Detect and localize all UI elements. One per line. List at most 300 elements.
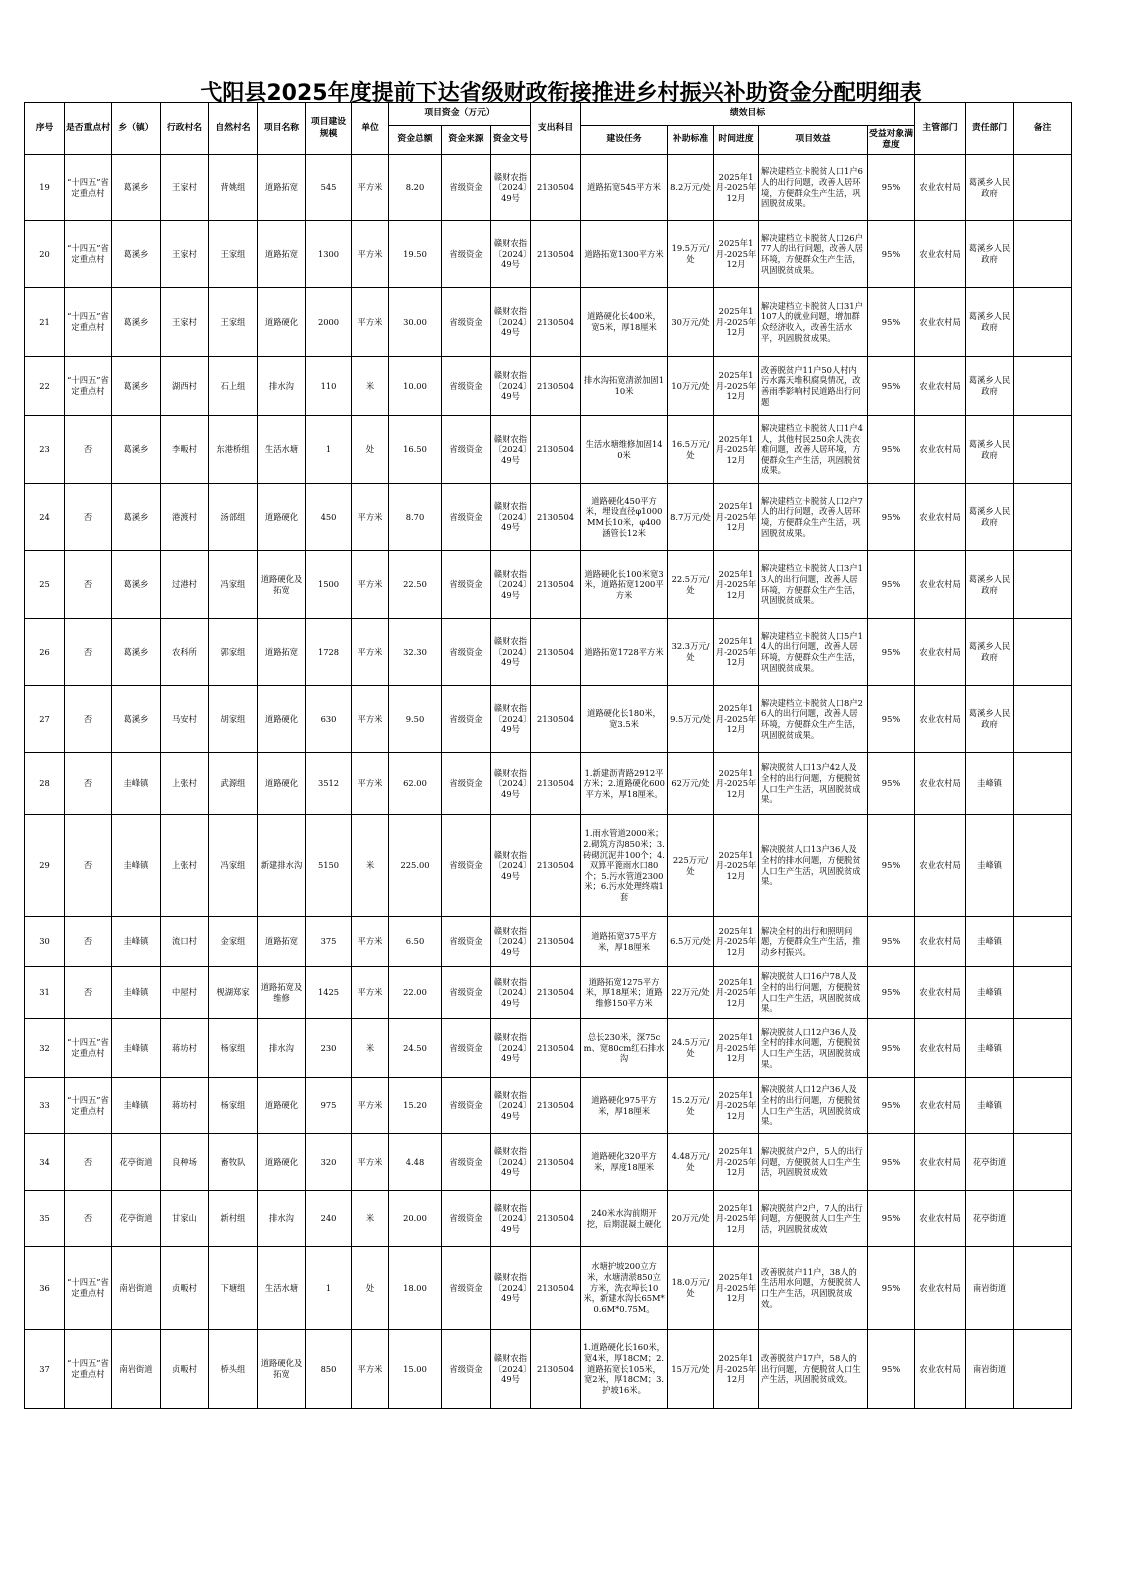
cell-project-name: 道路硬化 (258, 753, 306, 815)
cell-task: 道路硬化长180米，宽3.5米 (581, 686, 668, 753)
cell-funds-source: 省级资金 (442, 1191, 491, 1247)
cell-subject: 2130504 (531, 288, 581, 357)
cell-admin-village: 过港村 (161, 551, 209, 619)
header-township: 乡（镇） (112, 103, 161, 155)
cell-dept: 农业农村局 (915, 1078, 966, 1134)
cell-key-village: “十四五”省定重点村 (65, 155, 112, 221)
cell-satisfaction: 95% (868, 484, 915, 551)
cell-funds-total: 9.50 (389, 686, 442, 753)
cell-subsidy: 22万元/处 (668, 967, 714, 1019)
cell-project-name: 道路拓宽 (258, 619, 306, 686)
cell-funds-source: 省级资金 (442, 967, 491, 1019)
cell-satisfaction: 95% (868, 1134, 915, 1191)
table-body (25, 155, 1072, 1409)
cell-schedule: 2025年1月-2025年12月 (714, 551, 759, 619)
cell-subsidy: 15万元/处 (668, 1330, 714, 1409)
cell-key-village: 否 (65, 1134, 112, 1191)
cell-benefit: 解决脱贫人口16户78人及全村的出行问题，方便脱贫人口生产生活，巩固脱贫成果。 (759, 967, 868, 1019)
cell-township: 葛溪乡 (112, 288, 161, 357)
cell-funds-source: 省级资金 (442, 1078, 491, 1134)
cell-schedule: 2025年1月-2025年12月 (714, 619, 759, 686)
cell-subsidy: 20万元/处 (668, 1191, 714, 1247)
cell-seq: 33 (25, 1078, 65, 1134)
cell-admin-village: 流口村 (161, 917, 209, 967)
cell-scale: 850 (306, 1330, 352, 1409)
header-dept: 主管部门 (915, 103, 966, 155)
table-row (25, 155, 1072, 221)
cell-funds-total: 15.20 (389, 1078, 442, 1134)
cell-unit: 平方米 (352, 155, 389, 221)
cell-funds-doc: 赣财农指〔2024〕49号 (491, 917, 531, 967)
cell-township: 葛溪乡 (112, 484, 161, 551)
cell-funds-source: 省级资金 (442, 357, 491, 416)
cell-funds-total: 8.20 (389, 155, 442, 221)
cell-unit: 米 (352, 1019, 389, 1078)
cell-schedule: 2025年1月-2025年12月 (714, 1330, 759, 1409)
cell-resp: 圭峰镇 (966, 967, 1014, 1019)
cell-subsidy: 225万元/处 (668, 815, 714, 917)
header-resp: 责任部门 (966, 103, 1014, 155)
cell-benefit: 解决脱贫人口13户42人及全村的出行问题，方便脱贫人口生产生活，巩固脱贫成果。 (759, 753, 868, 815)
cell-task: 道路硬化450平方米，埋设直径φ1000MM长10米，φ400涵管长12米 (581, 484, 668, 551)
cell-seq: 31 (25, 967, 65, 1019)
cell-dept: 农业农村局 (915, 155, 966, 221)
cell-benefit: 解决脱贫人口12户36人及全村的出行问题，方便脱贫人口生产生活，巩固脱贫成果。 (759, 1078, 868, 1134)
header-unit: 单位 (352, 103, 389, 155)
cell-resp: 花亭街道 (966, 1191, 1014, 1247)
cell-benefit: 解决建档立卡脱贫人口8户26人的出行问题，改善人居环境，方便群众生产生活，巩固脱贫成果。 (759, 686, 868, 753)
cell-project-name: 新建排水沟 (258, 815, 306, 917)
cell-remark (1014, 1247, 1072, 1330)
cell-subsidy: 18.0万元/处 (668, 1247, 714, 1330)
cell-township: 圭峰镇 (112, 753, 161, 815)
cell-funds-doc: 赣财农指〔2024〕49号 (491, 155, 531, 221)
cell-unit: 米 (352, 357, 389, 416)
cell-subject: 2130504 (531, 967, 581, 1019)
cell-task: 道路拓宽545平方米 (581, 155, 668, 221)
cell-admin-village: 中屋村 (161, 967, 209, 1019)
cell-subject: 2130504 (531, 815, 581, 917)
cell-remark (1014, 288, 1072, 357)
cell-remark (1014, 155, 1072, 221)
cell-project-name: 道路拓宽 (258, 917, 306, 967)
cell-subject: 2130504 (531, 1078, 581, 1134)
cell-scale: 2000 (306, 288, 352, 357)
cell-subject: 2130504 (531, 1134, 581, 1191)
header-subsidy: 补助标准 (668, 126, 714, 155)
page-title: 弋阳县2025年度提前下达省级财政衔接推进乡村振兴补助资金分配明细表 (200, 81, 922, 106)
cell-task: 1.雨水管道2000米；2.砌筑方沟850米；3.砖砌沉泥井100个；4.双算平篦雨水口80个；5.污水管道2300米；6.污水处理终端1套 (581, 815, 668, 917)
cell-township: 南岩街道 (112, 1247, 161, 1330)
cell-township: 葛溪乡 (112, 221, 161, 288)
cell-natural-village: 金家组 (209, 917, 258, 967)
cell-project-name: 道路硬化及拓宽 (258, 551, 306, 619)
cell-dept: 农业农村局 (915, 967, 966, 1019)
cell-funds-source: 省级资金 (442, 753, 491, 815)
cell-unit: 平方米 (352, 1134, 389, 1191)
cell-funds-doc: 赣财农指〔2024〕49号 (491, 416, 531, 484)
cell-funds-total: 15.00 (389, 1330, 442, 1409)
cell-scale: 1728 (306, 619, 352, 686)
cell-funds-source: 省级资金 (442, 619, 491, 686)
cell-task: 1.新建沥青路2912平方米；2.道路硬化600平方米，厚18厘米。 (581, 753, 668, 815)
cell-funds-total: 62.00 (389, 753, 442, 815)
cell-schedule: 2025年1月-2025年12月 (714, 484, 759, 551)
cell-natural-village: 胡家组 (209, 686, 258, 753)
cell-funds-total: 4.48 (389, 1134, 442, 1191)
cell-township: 圭峰镇 (112, 967, 161, 1019)
cell-township: 圭峰镇 (112, 1019, 161, 1078)
cell-dept: 农业农村局 (915, 815, 966, 917)
cell-scale: 5150 (306, 815, 352, 917)
cell-seq: 27 (25, 686, 65, 753)
cell-seq: 24 (25, 484, 65, 551)
cell-key-village: 否 (65, 416, 112, 484)
cell-remark (1014, 1134, 1072, 1191)
cell-subsidy: 19.5万元/处 (668, 221, 714, 288)
cell-seq: 29 (25, 815, 65, 917)
cell-subsidy: 9.5万元/处 (668, 686, 714, 753)
cell-schedule: 2025年1月-2025年12月 (714, 815, 759, 917)
cell-remark (1014, 686, 1072, 753)
table-row (25, 416, 1072, 484)
cell-dept: 农业农村局 (915, 288, 966, 357)
cell-benefit: 解决建档立卡脱贫人口3户13人的出行问题，改善人居环境，方便群众生产生活，巩固脱贫成果。 (759, 551, 868, 619)
cell-key-village: “十四五”省定重点村 (65, 221, 112, 288)
cell-resp: 葛溪乡人民政府 (966, 357, 1014, 416)
cell-funds-source: 省级资金 (442, 416, 491, 484)
cell-scale: 110 (306, 357, 352, 416)
cell-project-name: 道路拓宽及维修 (258, 967, 306, 1019)
cell-admin-village: 蒋坊村 (161, 1019, 209, 1078)
table-row (25, 815, 1072, 917)
table-row (25, 1078, 1072, 1134)
cell-unit: 平方米 (352, 686, 389, 753)
cell-subject: 2130504 (531, 686, 581, 753)
cell-admin-village: 良种场 (161, 1134, 209, 1191)
cell-seq: 36 (25, 1247, 65, 1330)
cell-remark (1014, 1330, 1072, 1409)
cell-satisfaction: 95% (868, 288, 915, 357)
cell-subject: 2130504 (531, 416, 581, 484)
cell-scale: 545 (306, 155, 352, 221)
header-funds-group: 项目资金（万元） (389, 103, 531, 126)
cell-funds-doc: 赣财农指〔2024〕49号 (491, 1019, 531, 1078)
cell-unit: 平方米 (352, 619, 389, 686)
header-subject: 支出科目 (531, 103, 581, 155)
cell-resp: 圭峰镇 (966, 753, 1014, 815)
cell-remark (1014, 1078, 1072, 1134)
cell-satisfaction: 95% (868, 917, 915, 967)
cell-task: 道路硬化975平方米，厚18厘米 (581, 1078, 668, 1134)
table-row (25, 288, 1072, 357)
cell-funds-source: 省级资金 (442, 1134, 491, 1191)
cell-remark (1014, 917, 1072, 967)
cell-satisfaction: 95% (868, 221, 915, 288)
cell-funds-source: 省级资金 (442, 686, 491, 753)
cell-subject: 2130504 (531, 753, 581, 815)
cell-scale: 1 (306, 416, 352, 484)
cell-subsidy: 8.7万元/处 (668, 484, 714, 551)
cell-unit: 平方米 (352, 1078, 389, 1134)
cell-remark (1014, 753, 1072, 815)
cell-funds-doc: 赣财农指〔2024〕49号 (491, 967, 531, 1019)
cell-project-name: 生活水塘 (258, 416, 306, 484)
cell-subject: 2130504 (531, 1019, 581, 1078)
cell-natural-village: 冯家组 (209, 815, 258, 917)
cell-task: 道路拓宽1728平方米 (581, 619, 668, 686)
cell-task: 道路硬化320平方米，厚度18厘米 (581, 1134, 668, 1191)
cell-admin-village: 贞畈村 (161, 1330, 209, 1409)
cell-benefit: 改善脱贫户11户，38人的生活用水问题，方便脱贫人口生产生活，巩固脱贫成效。 (759, 1247, 868, 1330)
cell-natural-village: 东港桥组 (209, 416, 258, 484)
table-row (25, 1330, 1072, 1409)
cell-key-village: “十四五”省定重点村 (65, 1330, 112, 1409)
cell-benefit: 解决建档立卡脱贫人口2户7人的出行问题，改善人居环境，方便群众生产生活，巩固脱贫成果。 (759, 484, 868, 551)
cell-benefit: 解决脱贫户2户，7人的出行问题，方便脱贫人口生产生活，巩固脱贫成效 (759, 1191, 868, 1247)
cell-satisfaction: 95% (868, 416, 915, 484)
cell-project-name: 排水沟 (258, 1019, 306, 1078)
cell-scale: 240 (306, 1191, 352, 1247)
cell-unit: 平方米 (352, 917, 389, 967)
cell-subject: 2130504 (531, 1330, 581, 1409)
header-project-name: 项目名称 (258, 103, 306, 155)
cell-natural-village: 杨家组 (209, 1019, 258, 1078)
cell-key-village: “十四五”省定重点村 (65, 1078, 112, 1134)
cell-dept: 农业农村局 (915, 357, 966, 416)
cell-project-name: 道路拓宽 (258, 221, 306, 288)
cell-seq: 30 (25, 917, 65, 967)
cell-task: 道路拓宽1300平方米 (581, 221, 668, 288)
cell-funds-source: 省级资金 (442, 221, 491, 288)
cell-dept: 农业农村局 (915, 1134, 966, 1191)
cell-task: 1.道路硬化长160米，宽4米，厚18CM；2.道路拓宽长105米，宽2米，厚18CM；3.护坡16米。 (581, 1330, 668, 1409)
cell-natural-village: 武源组 (209, 753, 258, 815)
cell-key-village: “十四五”省定重点村 (65, 1247, 112, 1330)
table-row (25, 917, 1072, 967)
cell-task: 水塘护坡200立方米，水塘清淤850立方米，洗衣埠长10米，新建水沟长65M*0.6M*0.75M。 (581, 1247, 668, 1330)
cell-project-name: 道路硬化及拓宽 (258, 1330, 306, 1409)
cell-funds-total: 225.00 (389, 815, 442, 917)
cell-funds-source: 省级资金 (442, 1247, 491, 1330)
cell-satisfaction: 95% (868, 1247, 915, 1330)
header-remark: 备注 (1014, 103, 1072, 155)
cell-funds-doc: 赣财农指〔2024〕49号 (491, 1078, 531, 1134)
cell-subsidy: 4.48万元/处 (668, 1134, 714, 1191)
cell-natural-village: 郭家组 (209, 619, 258, 686)
cell-funds-total: 22.00 (389, 967, 442, 1019)
cell-unit: 处 (352, 1247, 389, 1330)
cell-resp: 葛溪乡人民政府 (966, 416, 1014, 484)
cell-funds-doc: 赣财农指〔2024〕49号 (491, 551, 531, 619)
cell-key-village: “十四五”省定重点村 (65, 1019, 112, 1078)
table-row (25, 619, 1072, 686)
cell-seq: 23 (25, 416, 65, 484)
cell-unit: 平方米 (352, 484, 389, 551)
cell-funds-doc: 赣财农指〔2024〕49号 (491, 288, 531, 357)
cell-subject: 2130504 (531, 1191, 581, 1247)
cell-satisfaction: 95% (868, 753, 915, 815)
cell-unit: 平方米 (352, 221, 389, 288)
cell-funds-source: 省级资金 (442, 484, 491, 551)
cell-benefit: 改善脱贫户11户50人村内污水露天堆积腐臭情况，改善雨季影响村民道路出行问题 (759, 357, 868, 416)
cell-subsidy: 32.3万元/处 (668, 619, 714, 686)
cell-remark (1014, 357, 1072, 416)
cell-task: 240米水沟前期开挖，后期混凝土硬化 (581, 1191, 668, 1247)
cell-township: 圭峰镇 (112, 1078, 161, 1134)
table-row (25, 221, 1072, 288)
header-funds-source: 资金来源 (442, 126, 491, 155)
cell-seq: 32 (25, 1019, 65, 1078)
cell-key-village: 否 (65, 619, 112, 686)
cell-funds-total: 18.00 (389, 1247, 442, 1330)
table-row (25, 686, 1072, 753)
cell-benefit: 解决脱贫人口13户36人及全村的排水问题，方便脱贫人口生产生活，巩固脱贫成果。 (759, 815, 868, 917)
cell-funds-doc: 赣财农指〔2024〕49号 (491, 815, 531, 917)
cell-remark (1014, 1191, 1072, 1247)
table-row (25, 967, 1072, 1019)
cell-funds-total: 20.00 (389, 1191, 442, 1247)
cell-township: 葛溪乡 (112, 155, 161, 221)
cell-project-name: 道路硬化 (258, 1078, 306, 1134)
cell-scale: 1 (306, 1247, 352, 1330)
cell-benefit: 解决脱贫人口12户36人及全村的排水问题，方便脱贫人口生产生活，巩固脱贫成果。 (759, 1019, 868, 1078)
cell-dept: 农业农村局 (915, 1330, 966, 1409)
cell-funds-doc: 赣财农指〔2024〕49号 (491, 1330, 531, 1409)
cell-key-village: 否 (65, 815, 112, 917)
cell-admin-village: 港渡村 (161, 484, 209, 551)
cell-admin-village: 王家村 (161, 155, 209, 221)
cell-task: 排水沟拓宽清淤加固110米 (581, 357, 668, 416)
cell-funds-source: 省级资金 (442, 288, 491, 357)
cell-scale: 320 (306, 1134, 352, 1191)
cell-seq: 28 (25, 753, 65, 815)
table-row (25, 357, 1072, 416)
cell-subject: 2130504 (531, 221, 581, 288)
cell-project-name: 道路拓宽 (258, 155, 306, 221)
cell-resp: 葛溪乡人民政府 (966, 155, 1014, 221)
cell-remark (1014, 967, 1072, 1019)
cell-resp: 葛溪乡人民政府 (966, 686, 1014, 753)
cell-scale: 1425 (306, 967, 352, 1019)
cell-scale: 3512 (306, 753, 352, 815)
cell-unit: 平方米 (352, 753, 389, 815)
table-row (25, 1247, 1072, 1330)
cell-schedule: 2025年1月-2025年12月 (714, 686, 759, 753)
cell-task: 道路硬化长100米宽3米，道路拓宽1200平方米 (581, 551, 668, 619)
cell-resp: 南岩街道 (966, 1330, 1014, 1409)
cell-schedule: 2025年1月-2025年12月 (714, 221, 759, 288)
header-key-village: 是否重点村 (65, 103, 112, 155)
cell-funds-doc: 赣财农指〔2024〕49号 (491, 221, 531, 288)
cell-satisfaction: 95% (868, 357, 915, 416)
cell-seq: 26 (25, 619, 65, 686)
cell-benefit: 改善脱贫户17户，58人的出行问题，方便脱贫人口生产生活，巩固脱贫成效。 (759, 1330, 868, 1409)
cell-funds-source: 省级资金 (442, 917, 491, 967)
cell-funds-doc: 赣财农指〔2024〕49号 (491, 1247, 531, 1330)
cell-resp: 葛溪乡人民政府 (966, 484, 1014, 551)
cell-dept: 农业农村局 (915, 619, 966, 686)
header-natural-village: 自然村名 (209, 103, 258, 155)
cell-subsidy: 22.5万元/处 (668, 551, 714, 619)
cell-satisfaction: 95% (868, 686, 915, 753)
cell-natural-village: 石上组 (209, 357, 258, 416)
cell-schedule: 2025年1月-2025年12月 (714, 155, 759, 221)
cell-resp: 花亭街道 (966, 1134, 1014, 1191)
cell-township: 葛溪乡 (112, 416, 161, 484)
cell-dept: 农业农村局 (915, 416, 966, 484)
cell-unit: 平方米 (352, 288, 389, 357)
cell-unit: 平方米 (352, 551, 389, 619)
cell-dept: 农业农村局 (915, 686, 966, 753)
cell-subsidy: 6.5万元/处 (668, 917, 714, 967)
cell-subsidy: 8.2万元/处 (668, 155, 714, 221)
cell-satisfaction: 95% (868, 1330, 915, 1409)
cell-natural-village: 王家组 (209, 221, 258, 288)
header-funds-total: 资金总额 (389, 126, 442, 155)
cell-unit: 米 (352, 1191, 389, 1247)
cell-schedule: 2025年1月-2025年12月 (714, 1134, 759, 1191)
cell-dept: 农业农村局 (915, 551, 966, 619)
cell-funds-source: 省级资金 (442, 1019, 491, 1078)
cell-benefit: 解决建档立卡脱贫人口1户4人，其他村民250余人洗衣难问题，改善人居环境，方便群众生产生活，巩固脱贫成果。 (759, 416, 868, 484)
cell-key-village: “十四五”省定重点村 (65, 357, 112, 416)
cell-natural-village: 背姚组 (209, 155, 258, 221)
cell-township: 葛溪乡 (112, 357, 161, 416)
cell-seq: 21 (25, 288, 65, 357)
cell-unit: 米 (352, 815, 389, 917)
table-row (25, 551, 1072, 619)
cell-seq: 22 (25, 357, 65, 416)
cell-scale: 975 (306, 1078, 352, 1134)
cell-natural-village: 桥头组 (209, 1330, 258, 1409)
cell-subsidy: 30万元/处 (668, 288, 714, 357)
cell-admin-village: 农科所 (161, 619, 209, 686)
cell-project-name: 道路硬化 (258, 288, 306, 357)
cell-resp: 葛溪乡人民政府 (966, 288, 1014, 357)
cell-key-village: 否 (65, 753, 112, 815)
cell-funds-total: 6.50 (389, 917, 442, 967)
cell-satisfaction: 95% (868, 619, 915, 686)
cell-admin-village: 王家村 (161, 288, 209, 357)
cell-funds-source: 省级资金 (442, 1330, 491, 1409)
allocation-table (24, 102, 1072, 1409)
cell-remark (1014, 221, 1072, 288)
cell-project-name: 道路硬化 (258, 1134, 306, 1191)
cell-admin-village: 甘家山 (161, 1191, 209, 1247)
header-perf-group: 绩效目标 (581, 103, 915, 126)
cell-admin-village: 李畈村 (161, 416, 209, 484)
header-satisfaction: 受益对象满意度 (868, 126, 915, 155)
cell-funds-total: 8.70 (389, 484, 442, 551)
cell-benefit: 解决建档立卡脱贫人口1户6人的出行问题，改善人居环境，方便群众生产生活，巩固脱贫成果。 (759, 155, 868, 221)
cell-scale: 1300 (306, 221, 352, 288)
cell-dept: 农业农村局 (915, 484, 966, 551)
cell-subject: 2130504 (531, 357, 581, 416)
cell-funds-doc: 赣财农指〔2024〕49号 (491, 1191, 531, 1247)
cell-resp: 圭峰镇 (966, 1019, 1014, 1078)
cell-funds-total: 22.50 (389, 551, 442, 619)
cell-task: 道路拓宽1275平方米，厚18厘米；道路维修150平方米 (581, 967, 668, 1019)
cell-schedule: 2025年1月-2025年12月 (714, 967, 759, 1019)
cell-township: 圭峰镇 (112, 815, 161, 917)
cell-dept: 农业农村局 (915, 917, 966, 967)
cell-resp: 圭峰镇 (966, 815, 1014, 917)
cell-key-village: 否 (65, 1191, 112, 1247)
cell-remark (1014, 1019, 1072, 1078)
cell-natural-village: 下塘组 (209, 1247, 258, 1330)
table-row (25, 484, 1072, 551)
